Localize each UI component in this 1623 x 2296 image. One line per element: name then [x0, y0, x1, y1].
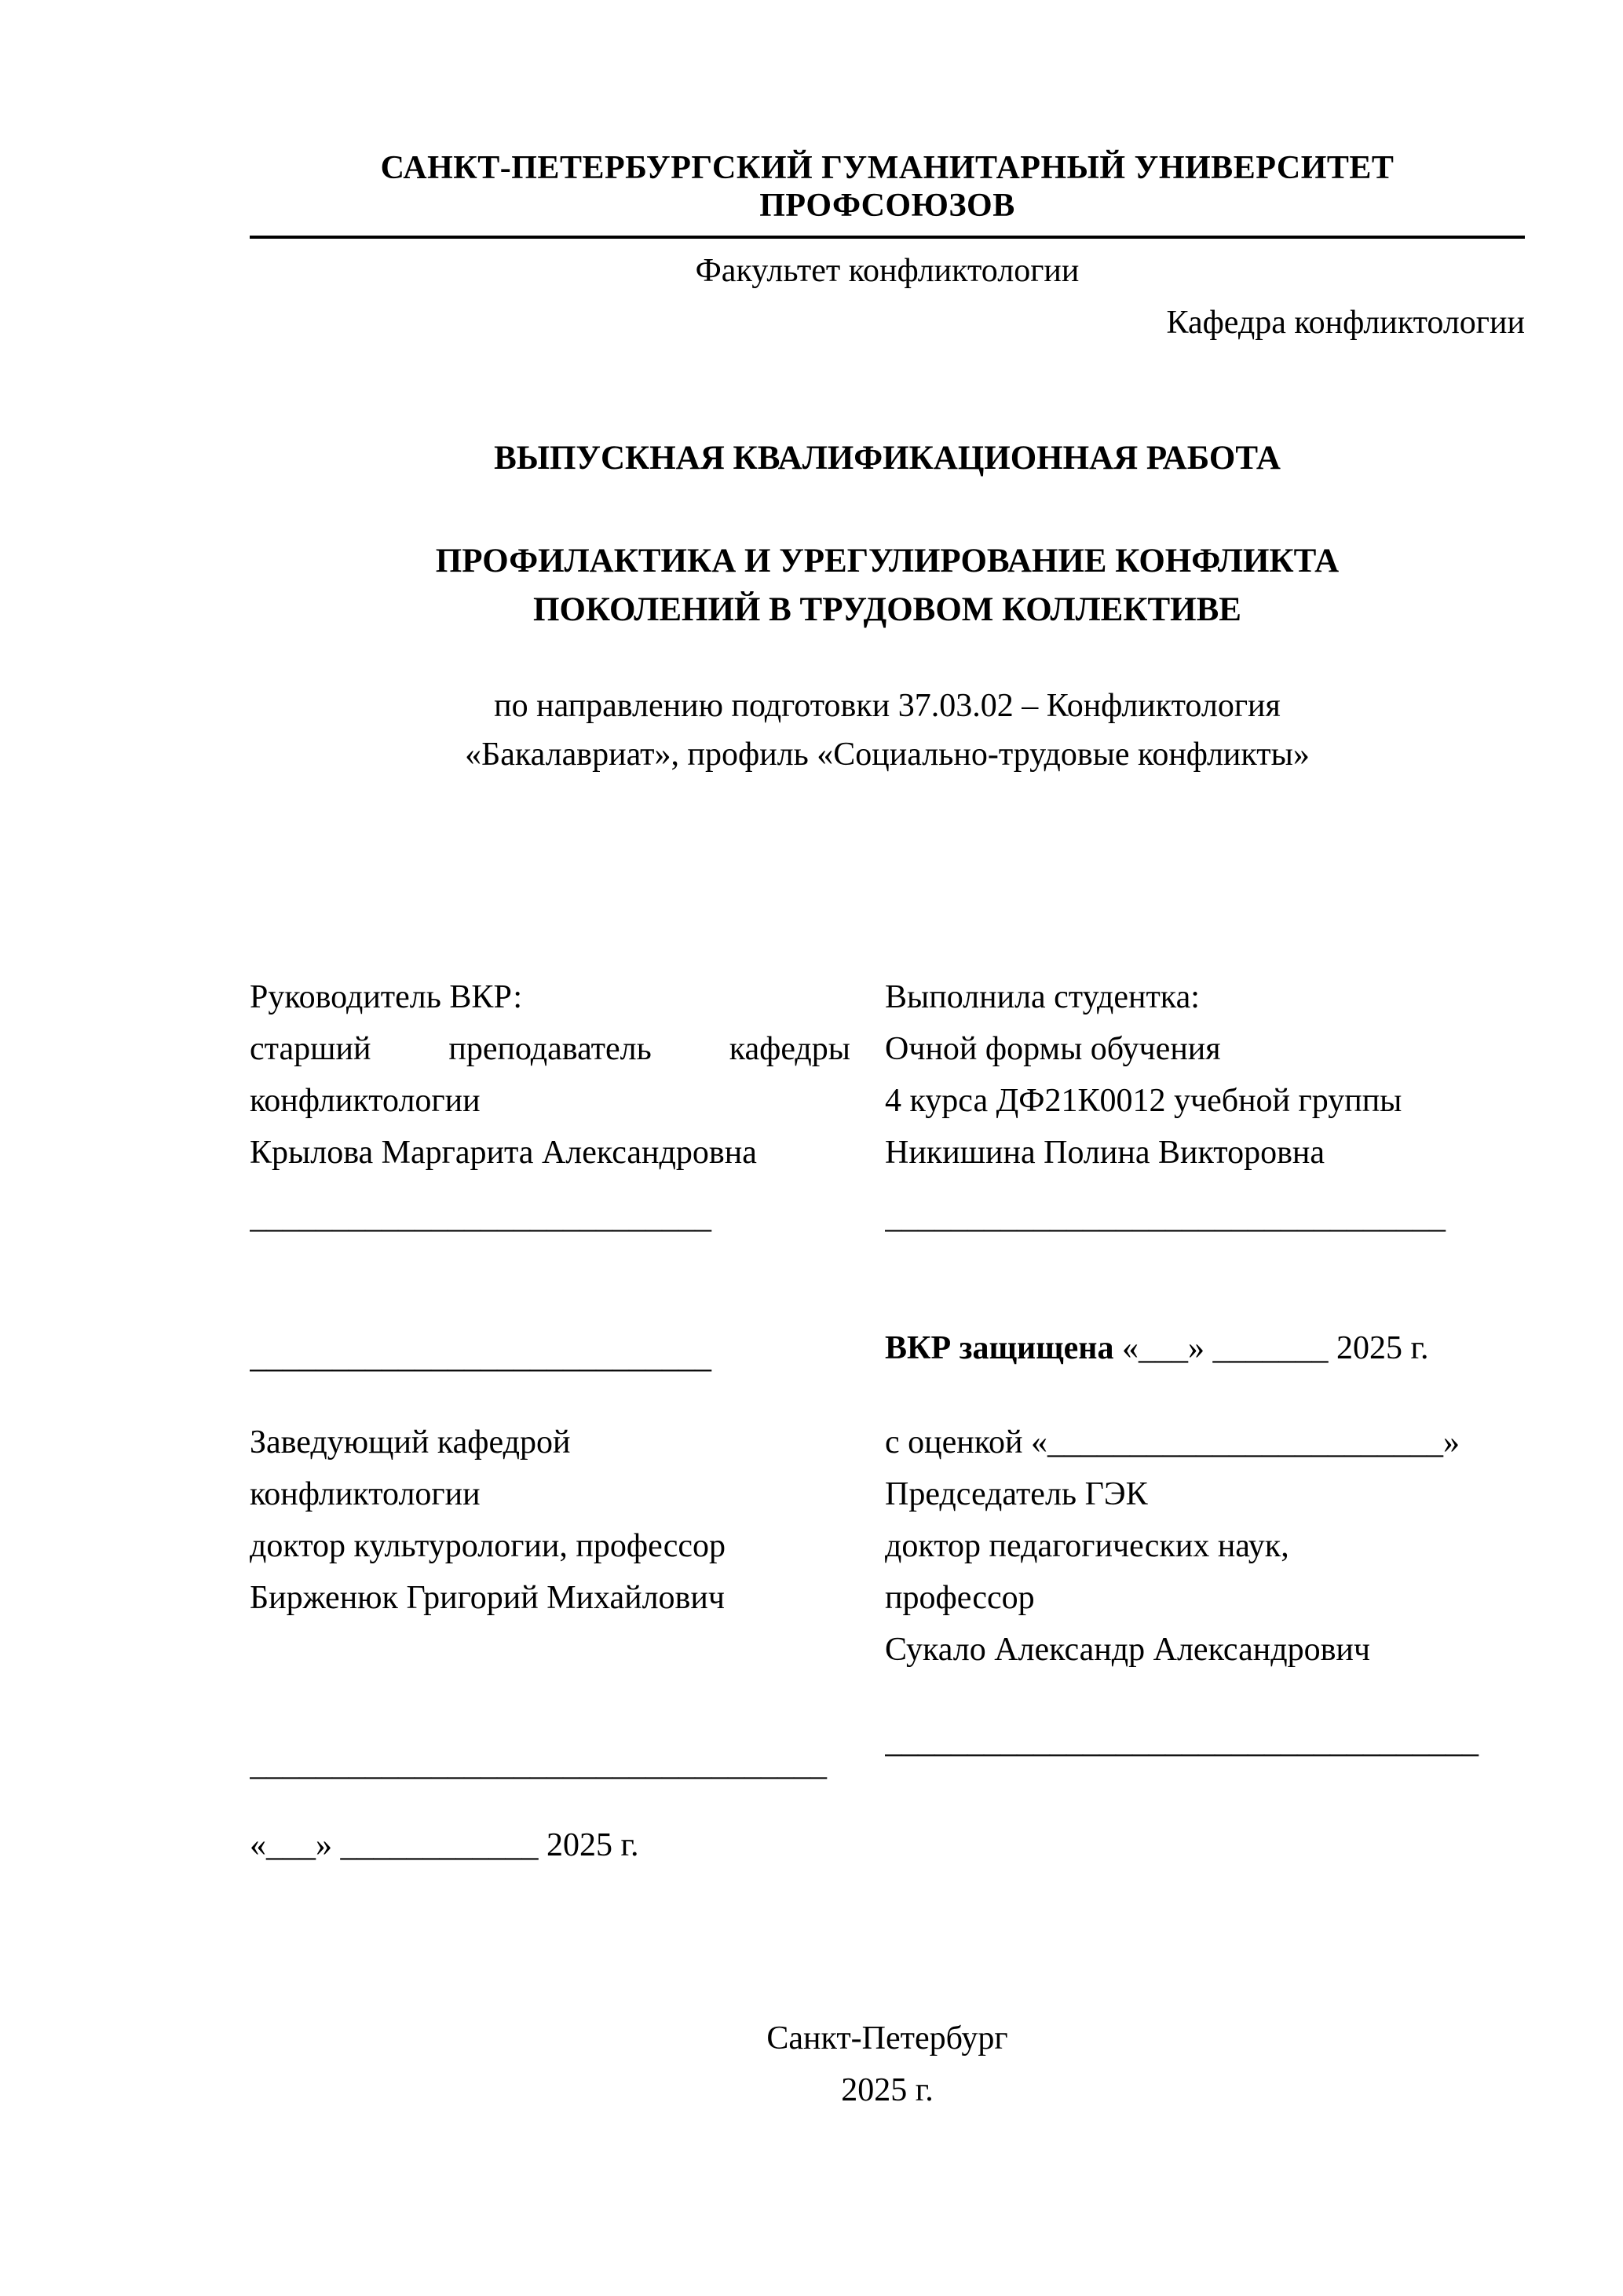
head-title-line2: конфликтологии — [250, 1476, 481, 1512]
defense-defended-label: ВКР защищена — [885, 1330, 1114, 1366]
supervisor-column — [250, 971, 850, 1871]
student-group: 4 курса ДФ21К0012 учебной группы — [885, 1083, 1402, 1119]
faculty-line: Факультет конфликтологии — [695, 253, 1080, 289]
supervisor-name: Крылова Маргарита Александровна — [250, 1135, 757, 1171]
footer-city: Санкт-Петербург — [766, 2020, 1008, 2057]
head-signature-line-lower: ___________________________________ — [250, 1746, 827, 1782]
work-type-heading: ВЫПУСКНАЯ КВАЛИФИКАЦИОННАЯ РАБОТА — [494, 440, 1281, 477]
chairman-degree-line2: профессор — [885, 1580, 1035, 1616]
footer-year: 2025 г. — [841, 2072, 934, 2108]
program-info — [250, 682, 1525, 779]
thesis-title-line2: ПОКОЛЕНИЙ В ТРУДОВОМ КОЛЛЕКТИВЕ — [533, 591, 1241, 628]
head-name: Бирженюк Григорий Михайлович — [250, 1580, 725, 1616]
chairman-signature-line: ____________________________________ — [885, 1724, 1479, 1760]
head-signature-line-upper: ____________________________ — [250, 1339, 711, 1375]
signature-columns — [250, 971, 1525, 1871]
head-title-line1: Заведующий кафедрой — [250, 1424, 571, 1461]
chairman-name: Сукало Александр Александрович — [885, 1632, 1371, 1668]
supervisor-position-line1: старший преподаватель кафедры — [250, 1031, 850, 1067]
head-degree-line: доктор культурологии, профессор — [250, 1528, 726, 1564]
supervisor-label: Руководитель ВКР: — [250, 979, 523, 1015]
program-profile-line: «Бакалавриат», профиль «Социально-трудовые конфликты» — [465, 737, 1310, 773]
program-direction-line: по направлению подготовки 37.03.02 – Конфликтология — [494, 688, 1281, 724]
supervisor-position-line2: конфликтологии — [250, 1083, 481, 1119]
department-line: Кафедра конфликтологии — [1166, 305, 1525, 341]
student-label: Выполнила студентка: — [885, 979, 1200, 1015]
chairman-degree-line1: доктор педагогических наук, — [885, 1528, 1289, 1564]
page-content — [250, 149, 1525, 2116]
defense-grade-line: с оценкой «________________________» — [885, 1424, 1460, 1461]
university-name: САНКТ-ПЕТЕРБУРГСКИЙ ГУМАНИТАРНЫЙ УНИВЕРСИТЕТ ПРОФСОЮЗОВ — [250, 149, 1525, 239]
student-name: Никишина Полина Викторовна — [885, 1135, 1325, 1171]
student-column — [885, 971, 1525, 1871]
student-signature-line: __________________________________ — [885, 1199, 1446, 1235]
footer — [250, 2013, 1525, 2116]
head-date-line: «___» ____________ 2025 г. — [250, 1827, 639, 1863]
defense-date-line — [885, 1322, 1525, 1374]
thesis-title — [250, 537, 1525, 634]
chairman-label: Председатель ГЭК — [885, 1476, 1148, 1512]
supervisor-signature-line: ____________________________ — [250, 1199, 711, 1235]
thesis-title-line1: ПРОФИЛАКТИКА И УРЕГУЛИРОВАНИЕ КОНФЛИКТА — [435, 543, 1340, 579]
defense-defended-rest: «___» _______ 2025 г. — [1121, 1330, 1429, 1366]
student-study-form: Очной формы обучения — [885, 1031, 1221, 1067]
